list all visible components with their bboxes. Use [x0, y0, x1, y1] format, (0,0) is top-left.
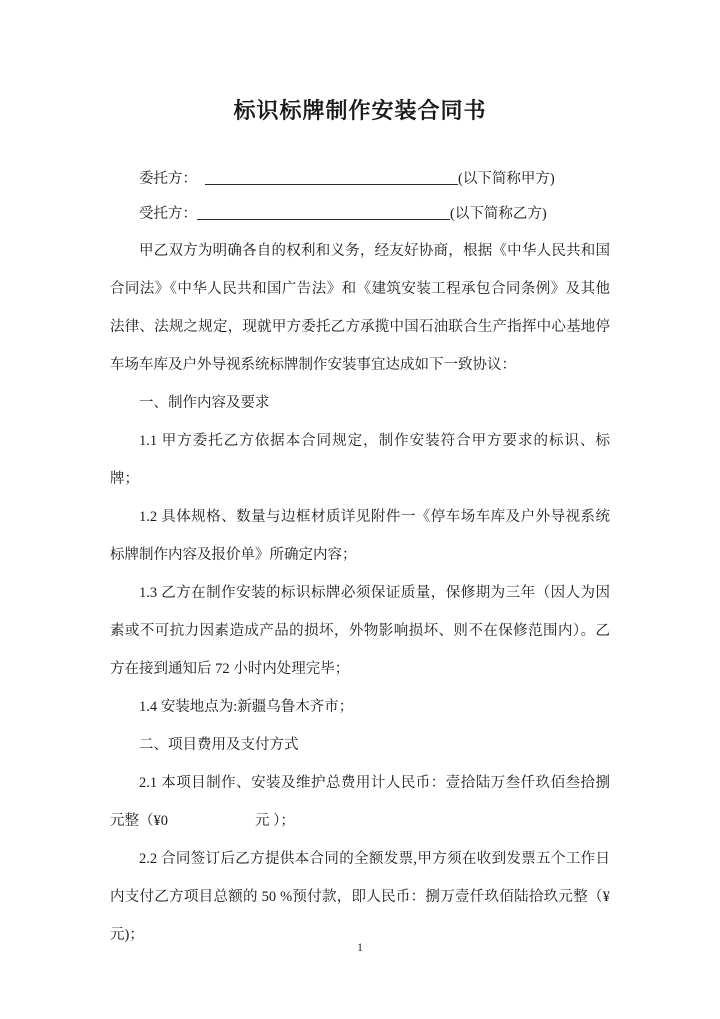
preamble-paragraph: 甲乙双方为明确各自的权利和义务，经友好协商，根据《中华人民共和国合同法》《中华人民共和国广告法》和《建筑安装工程承包合同条例》及其他法律、法规之规定，现就甲方委托乙方承揽中国石油联合生产指挥中心基地停车场车库及户外导视系统标牌制作安装事宜达成如下一致协议： [110, 243, 610, 373]
clause-1-2: 1.2 具体规格、数量与边框材质详见附件一《停车场车库及户外导视系统标牌制作内容及报价单》所确定内容； [110, 509, 610, 563]
party-a-suffix: (以下简称甲方) [458, 171, 555, 187]
party-b-blank [197, 205, 450, 221]
clause-1-4: 1.4 安装地点为:新疆乌鲁木齐市； [139, 699, 354, 715]
party-a-blank [205, 170, 458, 186]
section-1-heading: 一、制作内容及要求 [139, 395, 270, 411]
party-a-line [110, 162, 610, 197]
contract-body [110, 232, 610, 954]
party-b-line [110, 197, 610, 232]
document-title: 标识标牌制作安装合同书 [233, 98, 487, 123]
party-a-label: 委托方： [139, 171, 197, 187]
party-b-suffix: (以下简称乙方) [450, 206, 547, 222]
party-b-label: 受托方： [139, 206, 197, 222]
clause-1-3: 1.3 乙方在制作安装的标识标牌必须保证质量，保修期为三年（因人为因素或不可抗力因素造成产品的损坏，外物影响损坏、则不在保修范围内）。乙方在接到通知后 72 小时内处理完毕； [110, 585, 610, 677]
section-2-heading: 二、项目费用及支付方式 [139, 737, 299, 753]
clause-1-1: 1.1 甲方委托乙方依据本合同规定，制作安装符合甲方要求的标识、标牌； [110, 433, 610, 487]
clause-2-1: 2.1 本项目制作、安装及维护总费用计人民币：壹拾陆万叁仟玖佰叁拾捌元整（¥0 元 ）； [110, 775, 610, 829]
clause-2-2: 2.2 合同签订后乙方提供本合同的全额发票,甲方须在收到发票五个工作日内支付乙方项目总额的 50 %预付款，即人民币：捌万壹仟玖佰陆拾玖元整（¥ 元)； [110, 851, 610, 943]
page-number: 1 [357, 940, 363, 954]
parties-block [110, 162, 610, 232]
